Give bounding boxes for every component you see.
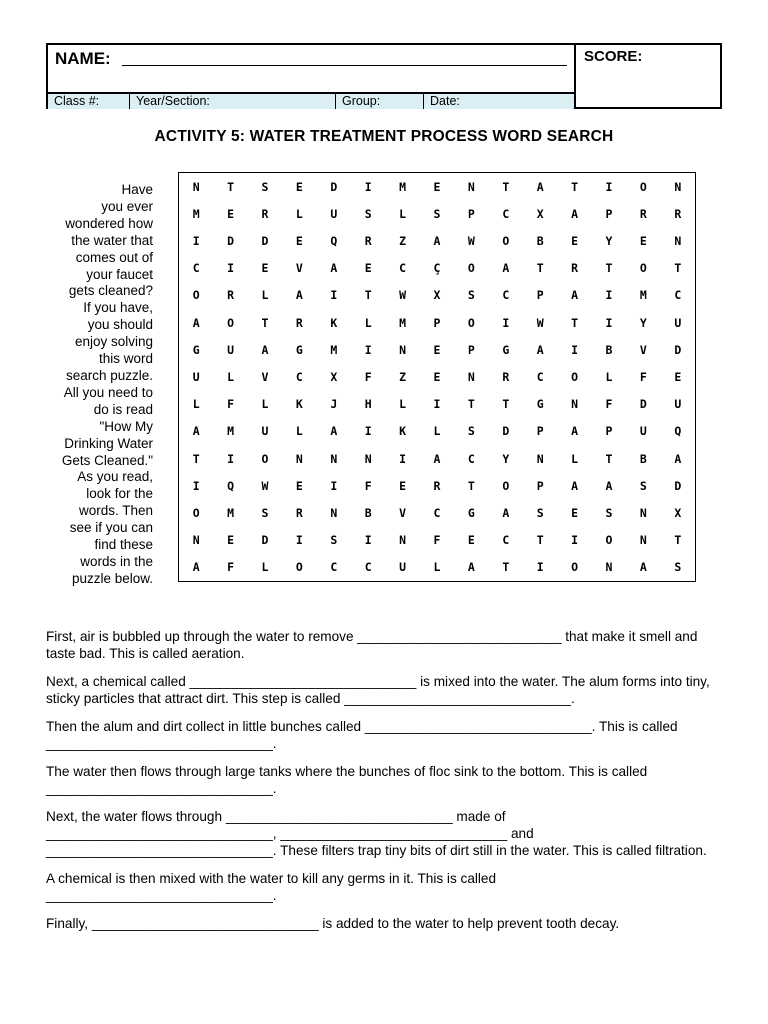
- grid-letter[interactable]: H: [364, 397, 372, 412]
- intro-line: gets cleaned?: [68, 283, 153, 299]
- intro-line: puzzle below.: [71, 570, 153, 586]
- grid-letter[interactable]: O: [571, 369, 579, 384]
- grid-letter[interactable]: A: [571, 424, 579, 439]
- grid-letter[interactable]: I: [364, 342, 372, 357]
- grid-letter[interactable]: G: [192, 342, 200, 357]
- grid-letter[interactable]: A: [330, 261, 338, 276]
- grid-letter[interactable]: I: [399, 451, 407, 466]
- grid-letter[interactable]: A: [192, 424, 200, 439]
- grid-letter[interactable]: L: [261, 288, 269, 303]
- grid-letter[interactable]: O: [467, 315, 475, 330]
- grid-letter[interactable]: L: [571, 451, 579, 466]
- intro-line: your faucet: [86, 266, 153, 282]
- grid-letter[interactable]: T: [261, 315, 269, 330]
- grid-letter[interactable]: I: [227, 261, 235, 276]
- grid-letter[interactable]: A: [605, 478, 613, 493]
- intro-line: If you have,: [83, 300, 153, 316]
- grid-letter[interactable]: C: [502, 533, 510, 548]
- grid-letter[interactable]: A: [192, 560, 200, 575]
- grid-letter[interactable]: D: [674, 342, 682, 357]
- grid-letter[interactable]: M: [330, 342, 338, 357]
- grid-letter[interactable]: U: [674, 315, 682, 330]
- intro-line: words in the: [80, 553, 153, 569]
- grid-letter[interactable]: I: [295, 533, 303, 548]
- grid-letter[interactable]: T: [364, 288, 372, 303]
- grid-letter[interactable]: W: [467, 233, 475, 248]
- grid-letter[interactable]: K: [399, 424, 407, 439]
- grid-letter[interactable]: A: [674, 451, 682, 466]
- grid-letter[interactable]: O: [571, 560, 579, 575]
- grid-letter[interactable]: I: [330, 288, 338, 303]
- grid-letter[interactable]: C: [502, 288, 510, 303]
- grid-letter[interactable]: P: [605, 424, 613, 439]
- grid-letter[interactable]: I: [502, 315, 510, 330]
- grid-letter[interactable]: Y: [502, 451, 510, 466]
- grid-letter[interactable]: G: [536, 397, 544, 412]
- grid-letter[interactable]: N: [399, 533, 407, 548]
- intro-line: enjoy solving: [74, 334, 153, 350]
- intro-line: you should: [87, 317, 153, 333]
- grid-letter[interactable]: L: [227, 369, 235, 384]
- grid-letter[interactable]: I: [536, 560, 544, 575]
- grid-letter[interactable]: C: [364, 560, 372, 575]
- grid-letter[interactable]: X: [330, 369, 338, 384]
- grid-letter[interactable]: F: [227, 560, 235, 575]
- grid-letter[interactable]: C: [674, 288, 682, 303]
- grid-letter[interactable]: X: [536, 206, 544, 221]
- question-paragraph: Finally, ______________________________ is added to the water to help prevent tooth decay.: [46, 916, 620, 931]
- grid-letter[interactable]: C: [330, 560, 338, 575]
- score-field-area: [576, 45, 722, 109]
- grid-letter[interactable]: A: [639, 560, 647, 575]
- grid-letter[interactable]: A: [536, 342, 544, 357]
- grid-letter[interactable]: A: [467, 560, 475, 575]
- grid-letter[interactable]: J: [330, 397, 338, 412]
- grid-letter[interactable]: O: [639, 261, 647, 276]
- grid-letter[interactable]: N: [571, 397, 579, 412]
- grid-letter[interactable]: F: [639, 369, 647, 384]
- grid-letter[interactable]: I: [330, 478, 338, 493]
- grid-letter[interactable]: A: [433, 451, 441, 466]
- grid-letter[interactable]: R: [674, 206, 682, 221]
- class-number-cell[interactable]: Class #:: [48, 94, 130, 109]
- grid-letter[interactable]: R: [433, 478, 441, 493]
- grid-letter[interactable]: N: [399, 342, 407, 357]
- grid-letter[interactable]: A: [536, 179, 544, 194]
- grid-letter[interactable]: P: [536, 424, 544, 439]
- intro-line: "How My: [99, 418, 153, 434]
- grid-letter[interactable]: R: [639, 206, 647, 221]
- grid-letter[interactable]: N: [674, 179, 682, 194]
- grid-letter[interactable]: D: [639, 397, 647, 412]
- grid-letter[interactable]: N: [330, 505, 338, 520]
- question-paragraph: First, air is bubbled up through the water to remove ___________________________ that make it smell and taste bad. This is called aeration.: [46, 629, 698, 661]
- grid-letter[interactable]: I: [605, 288, 613, 303]
- question-paragraph: Next, the water flows through ______________________________ made of ______________________________, ______________________________ and ______________________________. These filters trap tiny bits of dirt still in the water. This is called filtration.: [46, 809, 707, 858]
- grid-letter[interactable]: O: [227, 315, 235, 330]
- grid-letter[interactable]: N: [330, 451, 338, 466]
- grid-letter[interactable]: S: [261, 179, 269, 194]
- grid-letter[interactable]: I: [605, 179, 613, 194]
- grid-letter[interactable]: L: [192, 397, 200, 412]
- grid-letter[interactable]: P: [467, 206, 475, 221]
- grid-letter[interactable]: N: [192, 179, 200, 194]
- grid-letter[interactable]: R: [227, 288, 235, 303]
- grid-letter[interactable]: X: [674, 505, 682, 520]
- grid-letter[interactable]: T: [674, 261, 682, 276]
- intro-line: Drinking Water: [64, 435, 153, 451]
- grid-letter[interactable]: P: [536, 288, 544, 303]
- grid-letter[interactable]: E: [227, 206, 235, 221]
- intro-line: comes out of: [75, 249, 153, 265]
- grid-letter[interactable]: F: [364, 478, 372, 493]
- grid-letter[interactable]: I: [571, 533, 579, 548]
- grid-letter[interactable]: C: [502, 206, 510, 221]
- grid-letter[interactable]: I: [433, 397, 441, 412]
- grid-letter[interactable]: T: [571, 179, 579, 194]
- grid-letter[interactable]: I: [192, 233, 200, 248]
- grid-letter[interactable]: F: [433, 533, 441, 548]
- grid-letter[interactable]: U: [227, 342, 235, 357]
- grid-letter[interactable]: M: [227, 505, 235, 520]
- grid-letter[interactable]: M: [399, 315, 407, 330]
- grid-letter[interactable]: C: [433, 505, 441, 520]
- grid-letter[interactable]: D: [261, 533, 269, 548]
- grid-letter[interactable]: R: [502, 369, 510, 384]
- grid-letter[interactable]: N: [467, 369, 475, 384]
- grid-letter[interactable]: P: [433, 315, 441, 330]
- grid-letter[interactable]: O: [192, 505, 200, 520]
- intro-line: Gets Cleaned.": [61, 452, 153, 468]
- intro-line: look for the: [86, 486, 153, 502]
- grid-letter[interactable]: T: [674, 533, 682, 548]
- grid-letter[interactable]: O: [605, 533, 613, 548]
- grid-letter[interactable]: U: [261, 424, 269, 439]
- grid-letter[interactable]: V: [399, 505, 407, 520]
- grid-letter[interactable]: A: [261, 342, 269, 357]
- grid-letter[interactable]: T: [605, 261, 613, 276]
- grid-letter[interactable]: W: [261, 478, 269, 493]
- grid-letter[interactable]: L: [295, 206, 303, 221]
- grid-letter[interactable]: S: [639, 478, 647, 493]
- grid-letter[interactable]: B: [605, 342, 613, 357]
- grid-letter[interactable]: I: [364, 179, 372, 194]
- grid-letter[interactable]: E: [295, 233, 303, 248]
- grid-letter[interactable]: E: [639, 233, 647, 248]
- questions-section: [46, 628, 718, 943]
- grid-letter[interactable]: B: [536, 233, 544, 248]
- grid-letter[interactable]: O: [192, 288, 200, 303]
- grid-letter[interactable]: L: [433, 560, 441, 575]
- grid-letter[interactable]: D: [330, 179, 338, 194]
- grid-letter[interactable]: O: [502, 233, 510, 248]
- intro-line: As you read,: [77, 469, 153, 485]
- grid-letter[interactable]: M: [399, 179, 407, 194]
- grid-letter[interactable]: D: [502, 424, 510, 439]
- grid-letter[interactable]: S: [605, 505, 613, 520]
- page-title: ACTIVITY 5: WATER TREATMENT PROCESS WORD SEARCH: [154, 128, 614, 145]
- grid-letter[interactable]: Y: [639, 315, 647, 330]
- grid-letter[interactable]: S: [330, 533, 338, 548]
- grid-letter[interactable]: F: [227, 397, 235, 412]
- grid-letter[interactable]: N: [192, 533, 200, 548]
- name-label: NAME:: [55, 49, 111, 68]
- grid-letter[interactable]: Q: [330, 233, 338, 248]
- grid-letter[interactable]: S: [467, 424, 475, 439]
- grid-letter[interactable]: T: [467, 478, 475, 493]
- grid-letter[interactable]: W: [399, 288, 407, 303]
- grid-letter[interactable]: O: [295, 560, 303, 575]
- grid-letter[interactable]: E: [571, 233, 579, 248]
- grid-letter[interactable]: R: [295, 505, 303, 520]
- grid-letter[interactable]: E: [467, 533, 475, 548]
- grid-letter[interactable]: L: [364, 315, 372, 330]
- grid-letter[interactable]: L: [433, 424, 441, 439]
- grid-letter[interactable]: R: [571, 261, 579, 276]
- grid-letter[interactable]: T: [605, 451, 613, 466]
- grid-letter[interactable]: C: [467, 451, 475, 466]
- grid-letter[interactable]: T: [192, 451, 200, 466]
- grid-letter[interactable]: D: [261, 233, 269, 248]
- grid-letter[interactable]: T: [571, 315, 579, 330]
- grid-letter[interactable]: L: [261, 397, 269, 412]
- grid-letter[interactable]: O: [467, 261, 475, 276]
- grid-letter[interactable]: Q: [674, 424, 682, 439]
- grid-letter[interactable]: A: [330, 424, 338, 439]
- grid-letter[interactable]: U: [192, 369, 200, 384]
- grid-letter[interactable]: F: [364, 369, 372, 384]
- date-cell[interactable]: Date:: [430, 94, 460, 108]
- grid-letter[interactable]: C: [192, 261, 200, 276]
- grid-letter[interactable]: T: [536, 533, 544, 548]
- grid-letter[interactable]: X: [433, 288, 441, 303]
- grid-letter[interactable]: U: [639, 424, 647, 439]
- grid-letter[interactable]: E: [399, 478, 407, 493]
- grid-letter[interactable]: S: [433, 206, 441, 221]
- grid-letter[interactable]: E: [674, 369, 682, 384]
- grid-letter[interactable]: N: [536, 451, 544, 466]
- grid-letter[interactable]: Q: [227, 478, 235, 493]
- grid-letter[interactable]: I: [571, 342, 579, 357]
- grid-letter[interactable]: G: [502, 342, 510, 357]
- question-paragraph: Then the alum and dirt collect in little bunches called ______________________________. This is called ______________________________.: [46, 719, 678, 751]
- grid-letter[interactable]: A: [502, 261, 510, 276]
- grid-letter[interactable]: N: [364, 451, 372, 466]
- grid-letter[interactable]: N: [674, 233, 682, 248]
- intro-line: search puzzle.: [65, 367, 153, 383]
- grid-letter[interactable]: T: [502, 179, 510, 194]
- grid-letter[interactable]: P: [605, 206, 613, 221]
- grid-letter[interactable]: T: [467, 397, 475, 412]
- grid-letter[interactable]: T: [227, 179, 235, 194]
- grid-letter[interactable]: E: [433, 369, 441, 384]
- intro-line: this word: [98, 351, 153, 367]
- word-search-grid: [178, 172, 696, 582]
- grid-letter[interactable]: V: [295, 261, 303, 276]
- question-paragraph: The water then flows through large tanks where the bunches of floc sink to the bottom. This is called ______________________________.: [46, 764, 648, 796]
- grid-letter[interactable]: S: [364, 206, 372, 221]
- grid-letter[interactable]: M: [227, 424, 235, 439]
- name-blank-line[interactable]: [122, 65, 567, 66]
- grid-letter[interactable]: G: [295, 342, 303, 357]
- grid-letter[interactable]: I: [192, 478, 200, 493]
- intro-line: see if you can: [69, 520, 153, 536]
- grid-letter[interactable]: A: [433, 233, 441, 248]
- grid-letter[interactable]: C: [399, 261, 407, 276]
- question-paragraph: Next, a chemical called ______________________________ is mixed into the water. The alum forms into tiny, sticky particles that attract dirt. This step is called ______________________________.: [46, 674, 710, 706]
- grid-letter[interactable]: Z: [399, 369, 407, 384]
- grid-letter[interactable]: S: [467, 288, 475, 303]
- grid-letter[interactable]: L: [399, 397, 407, 412]
- intro-line: words. Then: [78, 503, 153, 519]
- grid-letter[interactable]: T: [536, 261, 544, 276]
- grid-letter[interactable]: I: [364, 424, 372, 439]
- intro-line: you ever: [101, 198, 153, 214]
- grid-letter[interactable]: U: [399, 560, 407, 575]
- grid-letter[interactable]: N: [605, 560, 613, 575]
- grid-letter[interactable]: P: [536, 478, 544, 493]
- grid-letter[interactable]: E: [364, 261, 372, 276]
- grid-letter[interactable]: R: [261, 206, 269, 221]
- intro-line: All you need to: [63, 384, 153, 400]
- grid-letter[interactable]: K: [295, 397, 303, 412]
- grid-letter[interactable]: A: [571, 206, 579, 221]
- grid-letter[interactable]: Ç: [433, 261, 441, 276]
- grid-letter[interactable]: K: [330, 315, 338, 330]
- info-row: [48, 92, 576, 109]
- grid-letter[interactable]: O: [261, 451, 269, 466]
- intro-line: find these: [94, 537, 153, 553]
- grid-letter[interactable]: I: [605, 315, 613, 330]
- grid-letter[interactable]: L: [261, 560, 269, 575]
- grid-letter[interactable]: B: [639, 451, 647, 466]
- grid-letter[interactable]: D: [674, 478, 682, 493]
- grid-letter[interactable]: E: [433, 179, 441, 194]
- grid-letter[interactable]: P: [467, 342, 475, 357]
- grid-letter[interactable]: C: [536, 369, 544, 384]
- year-section-cell[interactable]: Year/Section:: [130, 94, 336, 109]
- grid-letter[interactable]: O: [639, 179, 647, 194]
- grid-letter[interactable]: U: [330, 206, 338, 221]
- grid-letter[interactable]: G: [467, 505, 475, 520]
- grid-letter[interactable]: S: [536, 505, 544, 520]
- grid-letter[interactable]: D: [227, 233, 235, 248]
- grid-letter[interactable]: N: [467, 179, 475, 194]
- intro-text: [40, 182, 153, 588]
- grid-letter[interactable]: W: [536, 315, 544, 330]
- grid-letter[interactable]: U: [674, 397, 682, 412]
- grid-letter[interactable]: L: [295, 424, 303, 439]
- grid-letter[interactable]: C: [295, 369, 303, 384]
- grid-letter[interactable]: Y: [605, 233, 613, 248]
- grid-letter[interactable]: I: [364, 533, 372, 548]
- question-paragraph: A chemical is then mixed with the water to kill any germs in it. This is called ______________________________.: [46, 871, 497, 903]
- grid-letter[interactable]: E: [433, 342, 441, 357]
- intro-line: the water that: [71, 232, 153, 248]
- grid-letter[interactable]: R: [364, 233, 372, 248]
- grid-letter[interactable]: L: [399, 206, 407, 221]
- grid-letter[interactable]: O: [502, 478, 510, 493]
- grid-letter[interactable]: I: [227, 451, 235, 466]
- group-cell[interactable]: Group:: [336, 94, 424, 109]
- intro-line: do is read: [93, 401, 153, 417]
- intro-line: wondered how: [65, 215, 153, 231]
- grid-letter[interactable]: M: [639, 288, 647, 303]
- grid-letter[interactable]: S: [261, 505, 269, 520]
- grid-letter[interactable]: A: [502, 505, 510, 520]
- grid-letter[interactable]: M: [192, 206, 200, 221]
- grid-letter[interactable]: N: [639, 533, 647, 548]
- grid-letter[interactable]: S: [674, 560, 682, 575]
- grid-letter[interactable]: A: [571, 288, 579, 303]
- grid-letter[interactable]: A: [295, 288, 303, 303]
- grid-letter[interactable]: L: [605, 369, 613, 384]
- grid-letter[interactable]: E: [571, 505, 579, 520]
- grid-letter[interactable]: E: [295, 179, 303, 194]
- grid-letter[interactable]: Z: [399, 233, 407, 248]
- grid-letter[interactable]: T: [502, 560, 510, 575]
- grid-letter[interactable]: E: [261, 261, 269, 276]
- grid-letter[interactable]: A: [571, 478, 579, 493]
- name-field-area: [48, 45, 576, 92]
- grid-letter[interactable]: N: [639, 505, 647, 520]
- grid-letter[interactable]: F: [605, 397, 613, 412]
- header-box: [46, 43, 722, 109]
- grid-letter[interactable]: A: [192, 315, 200, 330]
- grid-letter[interactable]: E: [295, 478, 303, 493]
- grid-letter[interactable]: T: [502, 397, 510, 412]
- intro-line: Have: [121, 182, 153, 197]
- score-label: SCORE:: [584, 48, 643, 65]
- grid-letter[interactable]: V: [639, 342, 647, 357]
- grid-letter[interactable]: N: [295, 451, 303, 466]
- grid-letter[interactable]: R: [295, 315, 303, 330]
- grid-letter[interactable]: V: [261, 369, 269, 384]
- grid-letter[interactable]: B: [364, 505, 372, 520]
- grid-letter[interactable]: E: [227, 533, 235, 548]
